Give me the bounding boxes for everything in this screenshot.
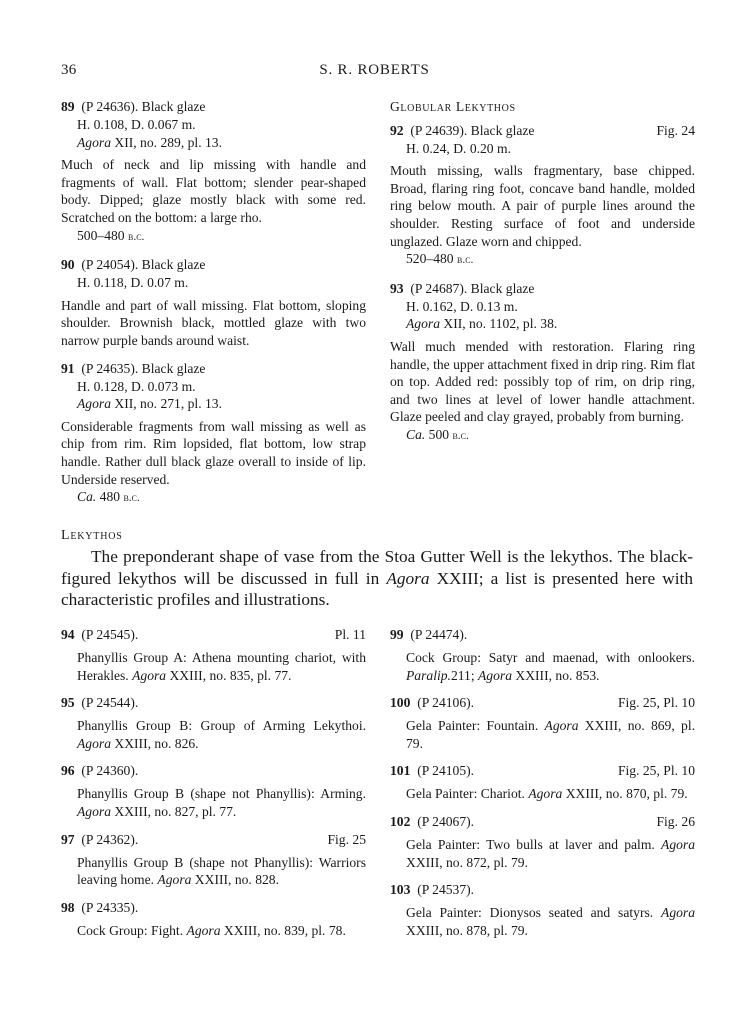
catalogue-column-right [390, 98, 695, 456]
entry-dimensions: H. 0.162, D. 0.13 m. [406, 298, 518, 314]
entry-description: Considerable fragments from wall missing as well as chip from rim. Rim lopsided, flat bottom, low strap handle. Rather dull black glaze overall to inside of lip. Underside reserved. [61, 418, 366, 487]
entry-description: Phanyllis Group B (shape not Phanyllis): Warriors leaving home. Agora XXIII, no. 828. [77, 854, 366, 888]
catalogue-entry-95: 95 (P 24544). Phanyllis Group B: Group of Arming Lekythoi. Agora XXIII, no. 826. [61, 695, 366, 751]
entry-reference: Agora XII, no. 289, pl. 13. [77, 134, 222, 150]
entry-reference: Agora XII, no. 271, pl. 13. [77, 396, 222, 412]
entry-description: Phanyllis Group B (shape not Phanyllis): Arming. Agora XXIII, no. 827, pl. 77. [77, 786, 366, 819]
entry-description: Gela Painter: Two bulls at laver and palm. Agora XXIII, no. 872, pl. 79. [406, 836, 695, 870]
entry-number: 91 [61, 360, 75, 376]
entry-number: 93 [390, 280, 404, 296]
figure-reference: Pl. 11 [334, 627, 366, 642]
entry-inventory: (P 24635). Black glaze [81, 360, 206, 376]
catalogue-entry-101: 101 (P 24105). Fig. 25, Pl. 10 Gela Painter: Chariot. Agora XXIII, no. 870, pl. 79. [390, 763, 695, 802]
subsection-heading: Globular Lekythos [390, 99, 516, 114]
section-intro: The preponderant shape of vase from the Stoa Gutter Well is the lekythos. The black-figured lekythos will be discussed in full in Agora XXIII; a list is presented here with characteristic profiles and illustrations. [61, 547, 693, 609]
entry-description: Much of neck and lip missing with handle and fragments of wall. Flat bottom; slender pear-shaped body. Dipped; glaze mostly black with some red. Scratched on the bottom: a large rho. [61, 157, 366, 225]
catalogue-entry-103: 103 (P 24537). Gela Painter: Dionysos seated and satyrs. Agora XXIII, no. 878, pl. 79. [390, 882, 695, 938]
figure-reference: Fig. 25, Pl. 10 [617, 763, 695, 779]
page-number: 36 [61, 62, 77, 78]
catalogue-entry-91 [61, 360, 366, 508]
figure-reference: Fig. 24 [656, 122, 695, 138]
entry-description: Gela Painter: Dionysos seated and satyrs. Agora XXIII, no. 878, pl. 79. [406, 905, 695, 938]
entry-dimensions: H. 0.108, D. 0.067 m. [77, 117, 196, 132]
entry-description: Gela Painter: Chariot. Agora XXIII, no. 870, pl. 79. [406, 786, 688, 802]
entry-dimensions: H. 0.128, D. 0.073 m. [77, 378, 196, 394]
catalogue-entry-98: 98 (P 24335). Cock Group: Fight. Agora XXIII, no. 839, pl. 78. [61, 899, 366, 940]
catalogue-entry-94: 94 (P 24545). Pl. 11 Phanyllis Group A: Athena mounting chariot, with Herakles. Agora XXIII, no. 835, pl. 77. [61, 627, 366, 683]
entry-dimensions: H. 0.24, D. 0.20 m. [406, 140, 511, 156]
entry-inventory: (P 24636). Black glaze [81, 99, 206, 114]
entry-number: 89 [61, 99, 75, 114]
entry-description: Gela Painter: Fountain. Agora XXIII, no. 869, pl. 79. [406, 718, 696, 751]
entry-inventory: (P 24639). Black glaze [410, 122, 535, 138]
entry-date: Ca. 480 b.c. [77, 489, 140, 505]
entry-description: Cock Group: Satyr and maenad, with onlookers. Paralip.211; Agora XXIII, no. 853. [406, 650, 695, 683]
section-heading: Lekythos [61, 528, 123, 543]
entry-description: Wall much mended with restoration. Flaring ring handle, the upper attachment fixed in drip ring. Rim flat on top. Added red: possibly top of rim, on drip ring, and two lines at level of lower handle attachment. Glaze peeled and clay grayed, probably from burning. [390, 338, 695, 425]
entry-date: 500–480 b.c. [77, 227, 145, 243]
entry-date: 520–480 b.c. [406, 251, 474, 267]
catalogue-entry-93 [390, 280, 695, 446]
running-head: S. R. ROBERTS [319, 62, 430, 78]
catalogue-entry-97: 97 (P 24362). Fig. 25 Phanyllis Group B (shape not Phanyllis): Warriors leaving home. Agora XXIII, no. 828. [61, 831, 366, 888]
entry-date: Ca. 500 b.c. [406, 426, 469, 442]
figure-reference: Fig. 26 [656, 813, 695, 829]
entry-description: Mouth missing, walls fragmentary, base chipped. Broad, flaring ring foot, concave band handle, molded ring below mouth. A pair of purple lines around the shoulder. Resting surface of foot and underside unglazed. Glaze worn and chipped. [390, 163, 695, 249]
entry-description: Phanyllis Group B: Group of Arming Lekythoi. Agora XXIII, no. 826. [77, 718, 366, 751]
entry-dimensions: H. 0.118, D. 0.07 m. [77, 275, 189, 291]
entry-description: Handle and part of wall missing. Flat bottom, sloping shoulder. Brownish black, mottled glaze with two narrow purple bands around waist. [61, 297, 366, 348]
entry-description: Phanyllis Group A: Athena mounting chariot, with Herakles. Agora XXIII, no. 835, pl. 77. [77, 650, 366, 683]
catalogue-entry-100: 100 (P 24106). Fig. 25, Pl. 10 Gela Painter: Fountain. Agora XXIII, no. 869, pl. 79. [390, 695, 696, 751]
catalogue-column-left [61, 98, 366, 518]
entry-number: 90 [61, 257, 75, 273]
entry-inventory: (P 24054). Black glaze [81, 257, 206, 273]
catalogue-entry-92 [390, 122, 695, 270]
entry-description: Cock Group: Fight. Agora XXIII, no. 839, pl. 78. [77, 922, 346, 938]
lekythos-list-right [390, 626, 695, 949]
entry-reference: Agora XII, no. 1102, pl. 38. [406, 316, 558, 332]
figure-reference: Fig. 25 [327, 831, 366, 847]
catalogue-entry-96: 96 (P 24360). Phanyllis Group B (shape not Phanyllis): Arming. Agora XXIII, no. 827, pl. 77. [61, 763, 366, 819]
entry-number: 92 [390, 122, 404, 138]
catalogue-entry-99: 99 (P 24474). Cock Group: Satyr and maenad, with onlookers. Paralip.211; Agora XXIII, no. 853. [390, 627, 695, 683]
catalogue-entry-90 [61, 256, 366, 349]
entry-inventory: (P 24687). Black glaze [410, 280, 535, 296]
figure-reference: Fig. 25, Pl. 10 [617, 695, 695, 711]
catalogue-entry-102: 102 (P 24067). Fig. 26 Gela Painter: Two bulls at laver and palm. Agora XXIII, no. 872, pl. 79. [390, 813, 695, 870]
catalogue-entry-89 [61, 98, 366, 246]
lekythos-list-left [61, 626, 366, 949]
